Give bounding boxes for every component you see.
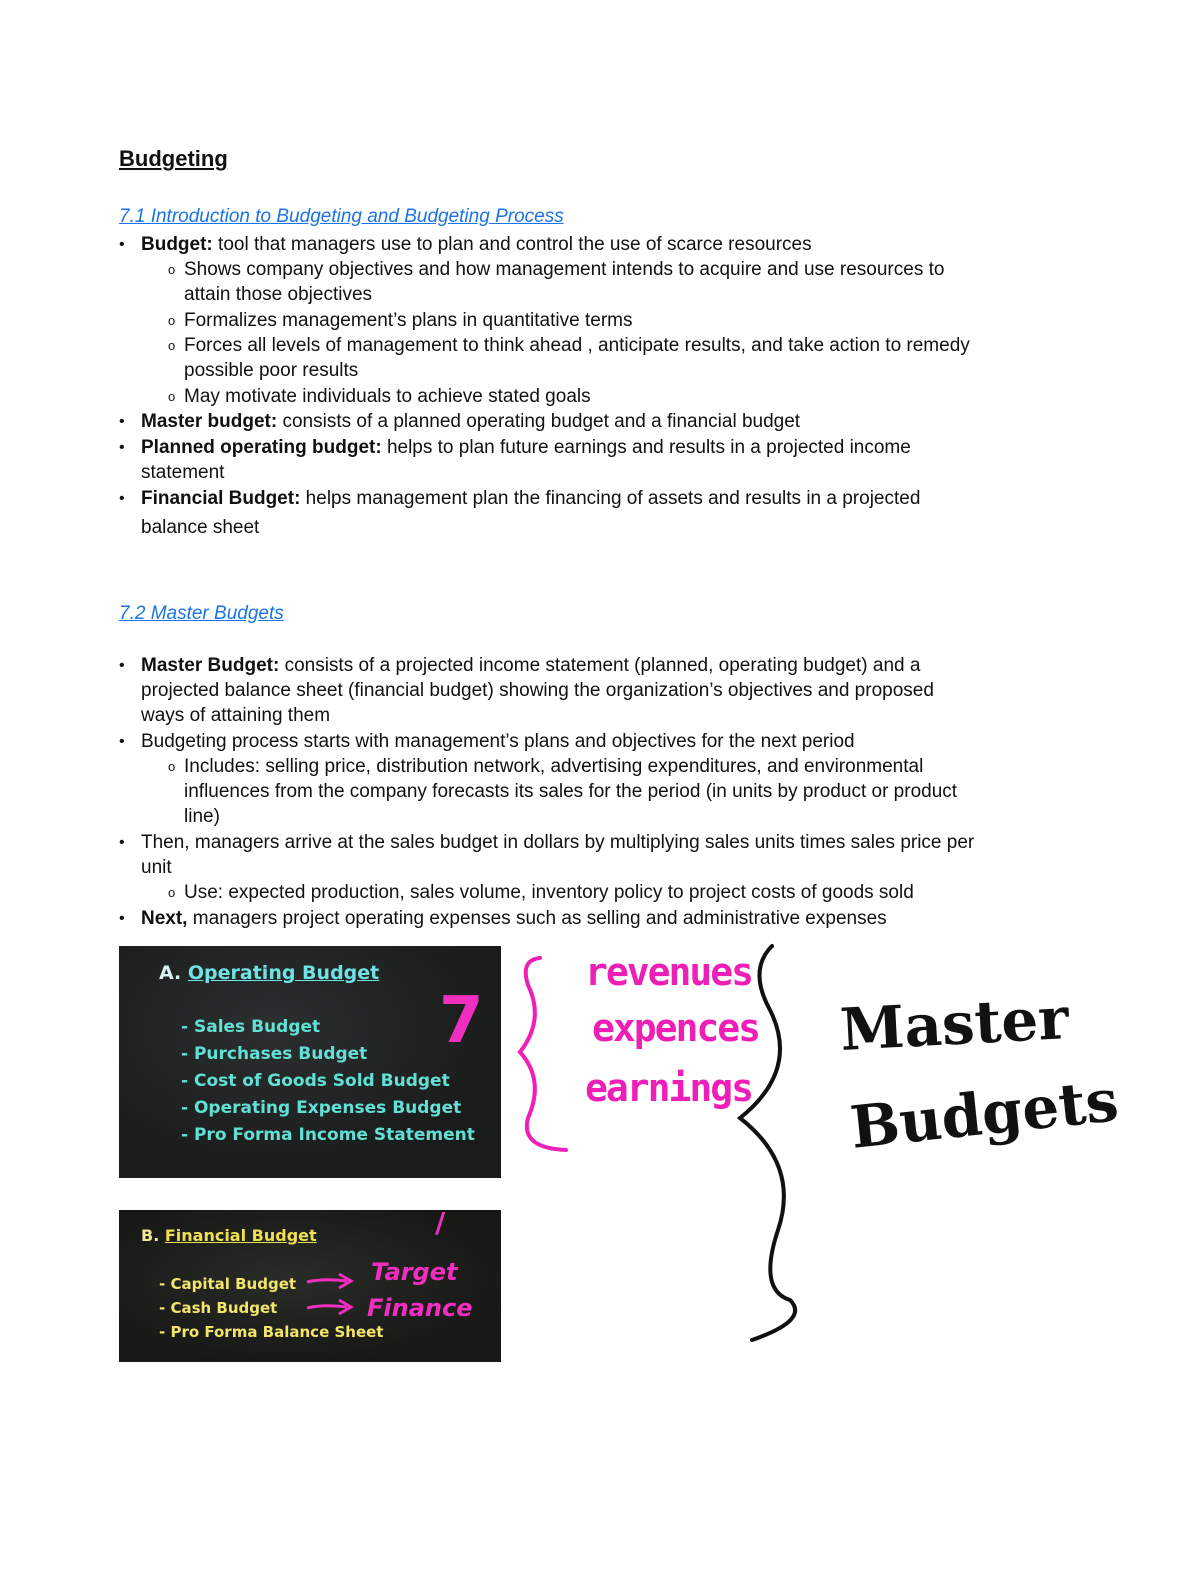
sub-item-cont: influences from the company forecasts its sales for the period (in units by product or product [184,781,958,802]
list-item-cont: unit [141,857,172,878]
list-item-master-budget-def: Master Budget: consists of a projected income statement (planned, operating budget) and a [141,655,921,676]
handwritten-budgets: Budgets [847,1066,1122,1162]
handwritten-target: Target [371,1258,458,1286]
photo-heading: B. Financial Budget [141,1226,317,1245]
photo-list-item: - Cost of Goods Sold Budget [181,1071,450,1091]
bullet-icon: • [119,834,125,851]
section-link-master-budgets[interactable]: 7.2 Master Budgets [119,603,284,624]
list-item-cont: ways of attaining them [141,705,331,726]
bullet-icon: • [119,657,125,674]
photo-list-item: - Purchases Budget [181,1044,368,1064]
list-item-cont: balance sheet [141,517,260,538]
handwritten-master: Master [838,984,1071,1064]
list-item-operating-budget: Planned operating budget: helps to plan future earnings and results in a projected income [141,437,911,458]
subbullet-icon: o [168,313,176,328]
list-item-budget: Budget: tool that managers use to plan and control the use of scarce resources [141,234,812,255]
bullet-icon: • [119,733,125,750]
subbullet-icon: o [168,389,176,404]
bullet-icon: • [119,236,125,253]
handwritten-finance: Finance [367,1294,473,1322]
list-item-process: Budgeting process starts with management’s plans and objectives for the next period [141,731,855,752]
bullet-icon: • [119,910,125,927]
photo-list-item: - Pro Forma Income Statement [181,1125,475,1145]
list-item-financial-budget: Financial Budget: helps management plan the financing of assets and results in a projected [141,488,921,509]
handwritten-revenues: revenues [585,950,753,994]
photo-list-item: - Capital Budget [159,1275,297,1293]
sub-item: Forces all levels of management to think ahead , anticipate results, and take action to remedy [184,335,970,356]
section-link-intro[interactable]: 7.1 Introduction to Budgeting and Budgeting Process [119,206,564,227]
sub-item: Use: expected production, sales volume, inventory policy to project costs of goods sold [184,882,914,903]
subbullet-icon: o [168,885,176,900]
sub-item: Shows company objectives and how management intends to acquire and use resources to [184,259,945,280]
sub-item: May motivate individuals to achieve stated goals [184,386,591,407]
list-item-sales-budget: Then, managers arrive at the sales budget in dollars by multiplying sales units times sales price per [141,832,975,853]
handwritten-earnings: earnings [585,1066,753,1110]
bullet-icon: • [119,413,125,430]
subbullet-icon: o [168,262,176,277]
photo-heading: A. Operating Budget [159,962,380,984]
list-item-cont: projected balance sheet (financial budget) showing the organization’s objectives and proposed [141,680,934,701]
sub-item-cont: line) [184,806,220,827]
sub-item: Formalizes management’s plans in quantitative terms [184,310,633,331]
bullet-icon: • [119,490,125,507]
sub-item-cont: attain those objectives [184,284,373,305]
photo-list-item: - Cash Budget [159,1299,278,1317]
list-item-next: Next, managers project operating expenses such as selling and administrative expenses [141,908,887,929]
handwritten-mark: / [435,1210,446,1239]
photo-list-item: - Sales Budget [181,1017,321,1037]
sub-item: Includes: selling price, distribution network, advertising expenditures, and environmental [184,756,924,777]
page-title: Budgeting [119,146,228,171]
photo-list-item: - Pro Forma Balance Sheet [159,1323,384,1341]
subbullet-icon: o [168,759,176,774]
subbullet-icon: o [168,338,176,353]
handwritten-seven: 7 [439,984,484,1058]
list-item-cont: statement [141,462,225,483]
handwritten-expences: expences [592,1006,760,1050]
photo-list-item: - Operating Expenses Budget [181,1098,462,1118]
list-item-master-budget: Master budget: consists of a planned operating budget and a financial budget [141,411,801,432]
sub-item-cont: possible poor results [184,360,359,381]
bullet-icon: • [119,439,125,456]
